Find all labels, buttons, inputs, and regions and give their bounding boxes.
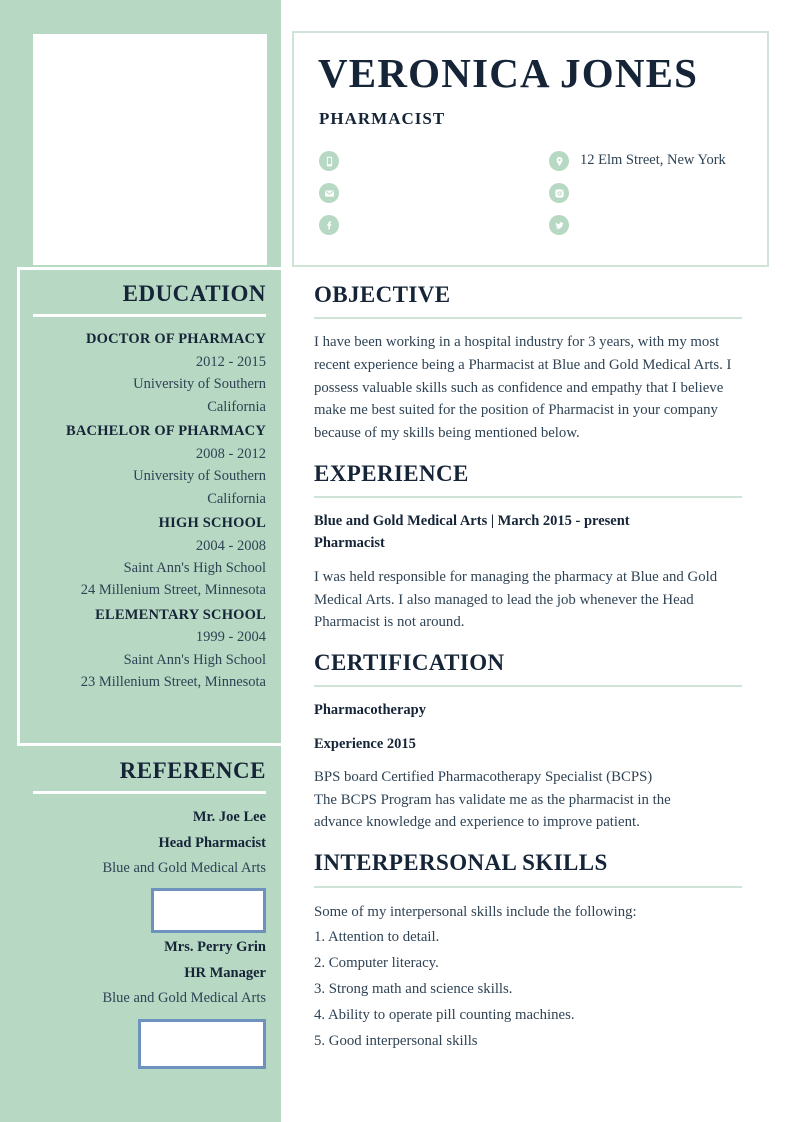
- experience-heading: EXPERIENCE: [314, 460, 469, 486]
- reference-section: [17, 752, 281, 1069]
- education-entry: [33, 512, 266, 602]
- reference-role: Head Pharmacist: [158, 834, 266, 851]
- certification-divider: [314, 685, 742, 687]
- email-icon: [319, 183, 339, 203]
- education-school-line1: Saint Ann's High School: [123, 651, 266, 668]
- reference-divider: [33, 791, 266, 794]
- contact-row-email[interactable]: [319, 177, 544, 209]
- skills-intro: Some of my interpersonal skills include the following:: [314, 903, 637, 920]
- reference-name: Mrs. Perry Grin: [164, 939, 266, 956]
- education-school-line1: University of Southern: [133, 468, 266, 485]
- certification-section: [292, 650, 772, 834]
- facebook-icon: [319, 215, 339, 235]
- certification-text-line1: BPS board Certified Pharmacotherapy Specialist (BCPS): [314, 769, 653, 786]
- instagram-icon: [549, 183, 569, 203]
- contact-row-address[interactable]: [549, 145, 764, 177]
- phone-icon: [319, 151, 339, 171]
- objective-divider: [314, 317, 742, 319]
- skills-item: 4. Ability to operate pill counting machines.: [314, 1007, 575, 1024]
- education-school-line2: 24 Millenium Street, Minnesota: [80, 582, 266, 599]
- skills-heading: INTERPERSONAL SKILLS: [314, 850, 608, 876]
- certification-subtitle: Experience 2015: [314, 735, 416, 752]
- experience-company-line: Blue and Gold Medical Arts | March 2015 - present: [314, 513, 630, 529]
- skills-item: 3. Strong math and science skills.: [314, 981, 513, 998]
- left-band-gutter: [281, 0, 291, 1122]
- skills-item: 5. Good interpersonal skills: [314, 1032, 478, 1049]
- profile-photo-placeholder[interactable]: [33, 34, 267, 265]
- objective-text: I have been working in a hospital industry for 3 years, with my most recent experience being a Pharmacist at Blue and Gold Medical Arts. I possess valuable skills such as confidence and empathy that I believe make me best suited for the position of Pharmacist in your company because of my skills being mentioned below.: [314, 334, 732, 441]
- certification-heading: CERTIFICATION: [314, 649, 505, 675]
- contact-row-facebook[interactable]: [319, 209, 544, 241]
- education-school-line1: University of Southern: [133, 376, 266, 393]
- main-content-column: [292, 282, 772, 1055]
- header-card: [292, 31, 769, 267]
- education-school-line2: 23 Millenium Street, Minnesota: [80, 674, 266, 691]
- experience-role-line: Pharmacist: [314, 535, 385, 552]
- reference-contact-field[interactable]: [138, 1019, 266, 1069]
- education-entry: [33, 604, 266, 694]
- certification-text-line3: advance knowledge and experience to improve patient.: [314, 814, 640, 831]
- education-years: 1999 - 2004: [195, 629, 266, 646]
- objective-section: [292, 282, 772, 445]
- contact-address-text: 12 Elm Street, New York: [580, 152, 726, 169]
- twitter-icon: [549, 215, 569, 235]
- education-years: 2004 - 2008: [195, 537, 266, 554]
- skills-divider: [314, 886, 742, 888]
- contact-row-twitter[interactable]: [549, 209, 764, 241]
- education-degree: ELEMENTARY SCHOOL: [95, 606, 266, 623]
- certification-text-line2: The BCPS Program has validate me as the pharmacist in the: [314, 791, 671, 808]
- education-school-line1: Saint Ann's High School: [123, 559, 266, 576]
- contact-column-right: [549, 145, 764, 241]
- objective-heading: OBJECTIVE: [314, 282, 451, 307]
- certification-title: Pharmacotherapy: [314, 702, 426, 719]
- reference-org: Blue and Gold Medical Arts: [102, 860, 266, 877]
- education-entry: [33, 328, 266, 418]
- reference-role: HR Manager: [184, 964, 266, 981]
- skills-item: 1. Attention to detail.: [314, 929, 440, 946]
- education-degree: BACHELOR OF PHARMACY: [65, 423, 266, 440]
- skills-section: [292, 850, 772, 1055]
- reference-heading: REFERENCE: [119, 758, 266, 783]
- reference-org: Blue and Gold Medical Arts: [102, 990, 266, 1007]
- experience-divider: [314, 496, 742, 498]
- reference-name: Mr. Joe Lee: [192, 809, 266, 826]
- reference-entry: [33, 935, 266, 1068]
- candidate-name: VERONICA JONES: [318, 50, 699, 96]
- contact-row-phone[interactable]: [319, 145, 544, 177]
- experience-text: I was held responsible for managing the pharmacy at Blue and Gold Medical Arts. I also managed to lead the job whenever the Head Pharmacist is not around.: [314, 568, 718, 631]
- education-divider: [33, 314, 266, 317]
- candidate-job-title: PHARMACIST: [319, 109, 446, 128]
- education-years: 2008 - 2012: [195, 445, 266, 462]
- education-years: 2012 - 2015: [195, 353, 266, 370]
- experience-section: [292, 461, 772, 634]
- contact-row-instagram[interactable]: [549, 177, 764, 209]
- skills-item: 2. Computer literacy.: [314, 955, 439, 972]
- location-icon: [549, 151, 569, 171]
- education-entry: [33, 420, 266, 510]
- education-school-line2: California: [207, 398, 266, 415]
- education-degree: HIGH SCHOOL: [158, 515, 266, 532]
- reference-contact-field[interactable]: [151, 888, 266, 933]
- education-school-line2: California: [207, 490, 266, 507]
- education-heading: EDUCATION: [122, 281, 266, 306]
- education-section: [17, 267, 281, 694]
- education-degree: DOCTOR OF PHARMACY: [85, 331, 266, 348]
- reference-entry: [33, 805, 266, 933]
- contact-column-left: [319, 145, 544, 241]
